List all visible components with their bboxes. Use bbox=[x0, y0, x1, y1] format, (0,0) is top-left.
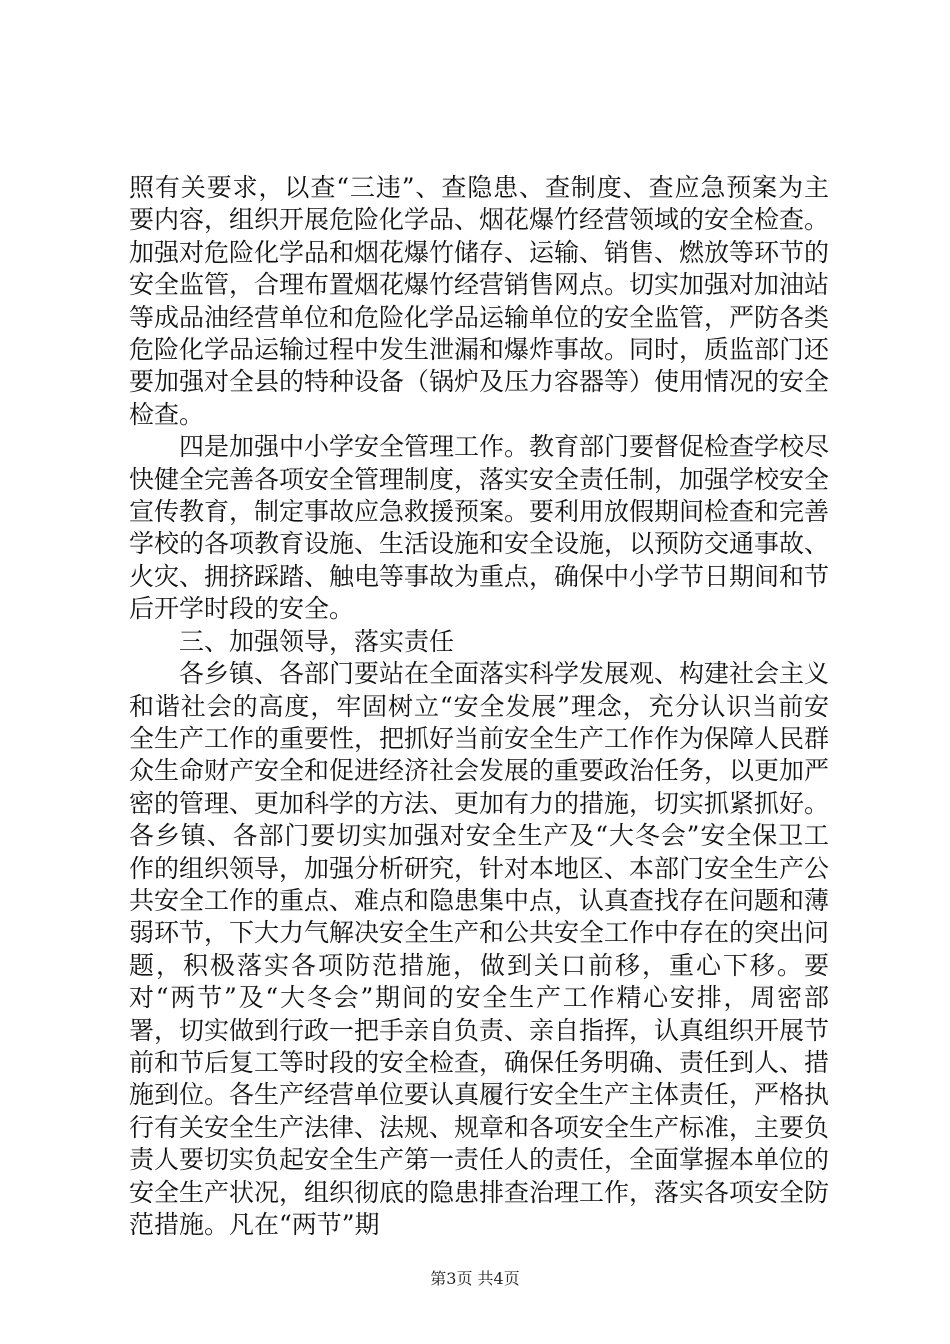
paragraph-continuation: 照有关要求，以查“三违”、查隐患、查制度、查应急预案为主要内容，组织开展危险化学品、烟花爆竹经营领域的安全检查。加强对危险化学品和烟花爆竹储存、运输、销售、燃放等环节的安全监管，合理布置烟花爆竹经营销售网点。切实加强对加油站等成品油经营单位和危险化学品运输单位的安全监管，严防各类危险化学品运输过程中发生泄漏和爆炸事故。同时，质监部门还要加强对全县的特种设备（锅炉及压力容器等）使用情况的安全检查。 bbox=[129, 173, 830, 429]
paragraph-school-safety: 四是加强中小学安全管理工作。教育部门要督促检查学校尽快健全完善各项安全管理制度，落实安全责任制，加强学校安全宣传教育，制定事故应急救援预案。要利用放假期间检查和完善学校的各项教育设施、生活设施和安全设施，以预防交通事故、火灾、拥挤踩踏、触电等事故为重点，确保中小学节日期间和节后开学时段的安全。 bbox=[129, 432, 830, 624]
document-body bbox=[129, 172, 829, 1241]
section-heading: 三、加强领导，落实责任 bbox=[179, 626, 455, 656]
page-number-footer: 第3页 共4页 bbox=[430, 1269, 520, 1288]
paragraph-leadership: 各乡镇、各部门要站在全面落实科学发展观、构建社会主义和谐社会的高度，牢固树立“安全发展”理念，充分认识当前安全生产工作的重要性，把抓好当前安全生产工作作为保障人民群众生命财产安全和促进经济社会发展的重要政治任务，以更加严密的管理、更加科学的方法、更加有力的措施，切实抓紧抓好。各乡镇、各部门要切实加强对安全生产及“大冬会”安全保卫工作的组织领导，加强分析研究，针对本地区、本部门安全生产公共安全工作的重点、难点和隐患集中点，认真查找存在问题和薄弱环节，下大力气解决安全生产和公共安全工作中存在的突出问题，积极落实各项防范措施，做到关口前移，重心下移。要对“两节”及“大冬会”期间的安全生产工作精心安排，周密部署，切实做到行政一把手亲自负责、亲自指挥，认真组织开展节前和节后复工等时段的安全检查，确保任务明确、责任到人、措施到位。各生产经营单位要认真履行安全生产主体责任，严格执行有关安全生产法律、法规、规章和各项安全生产标准，主要负责人要切实负起安全生产第一责任人的责任，全面掌握本单位的安全生产状况，组织彻底的隐患排查治理工作，落实各项安全防范措施。凡在“两节”期 bbox=[129, 659, 830, 1239]
